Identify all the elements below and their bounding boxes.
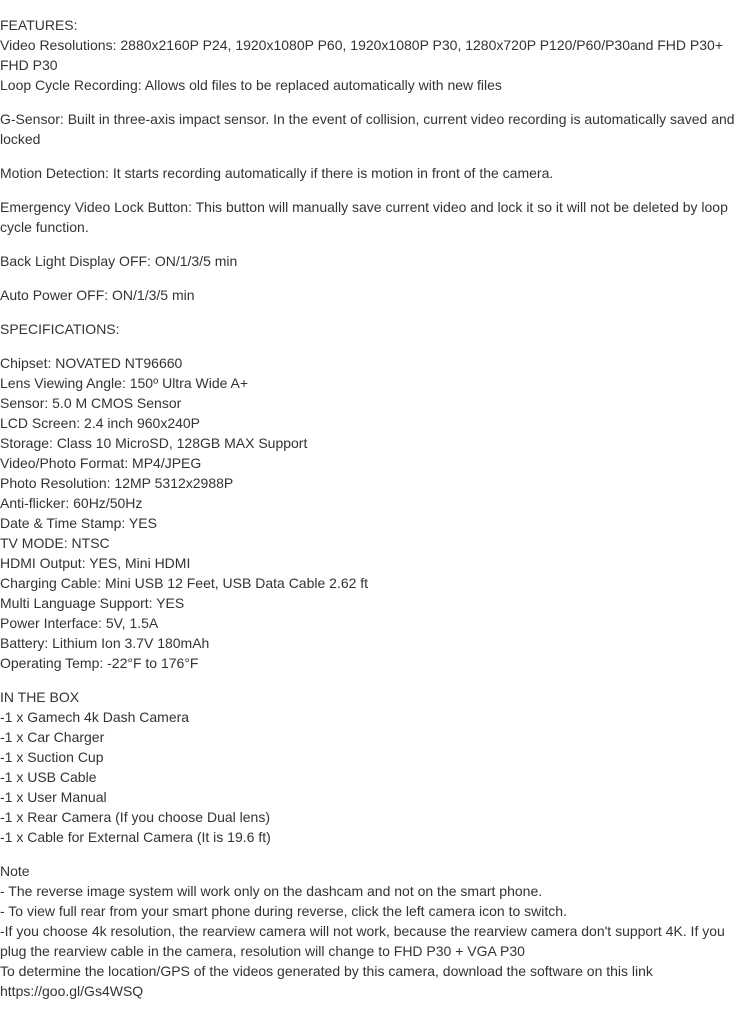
spec-item: Date & Time Stamp: YES [0, 515, 157, 531]
spec-item: Anti-flicker: 60Hz/50Hz [0, 495, 143, 511]
spec-item: Charging Cable: Mini USB 12 Feet, USB Data Cable 2.62 ft [0, 575, 369, 591]
gps-software-link: https://goo.gl/Gs4WSQ [0, 983, 144, 999]
feature-g-sensor [0, 109, 740, 149]
spec-item: Video/Photo Format: MP4/JPEG [0, 455, 202, 471]
feature-emergency-lock [0, 197, 740, 237]
features-section [0, 15, 740, 95]
motion-detection-text: Motion Detection: It starts recording automatically if there is motion in front of the camera. [0, 165, 554, 181]
box-item: -1 x Cable for External Camera (It is 19.6 ft) [0, 829, 271, 845]
note-line: - To view full rear from your smart phone during reverse, click the left camera icon to switch. [0, 903, 567, 919]
specifications-heading-block [0, 319, 740, 339]
note-line: To determine the location/GPS of the videos generated by this camera, download the software on this link [0, 963, 653, 979]
spec-item: Multi Language Support: YES [0, 595, 185, 611]
spec-item: Battery: Lithium Ion 3.7V 180mAh [0, 635, 210, 651]
feature-motion-detection [0, 163, 740, 183]
feature-backlight [0, 251, 740, 271]
feature-video-resolutions: Video Resolutions: 2880x2160P P24, 1920x1080P P60, 1920x1080P P30, 1280x720P P120/P60/P30and FHD P30+ FHD P30 [0, 37, 724, 73]
spec-item: Photo Resolution: 12MP 5312x2988P [0, 475, 234, 491]
spec-item: Lens Viewing Angle: 150º Ultra Wide A+ [0, 375, 249, 391]
spec-item: Chipset: NOVATED NT96660 [0, 355, 183, 371]
feature-loop-recording: Loop Cycle Recording: Allows old files to be replaced automatically with new files [0, 77, 502, 93]
spec-item: TV MODE: NTSC [0, 535, 110, 551]
auto-power-text: Auto Power OFF: ON/1/3/5 min [0, 287, 195, 303]
box-item: -1 x Suction Cup [0, 749, 104, 765]
spec-item: Operating Temp: -22°F to 176°F [0, 655, 199, 671]
note-heading: Note [0, 863, 30, 879]
box-item: -1 x Car Charger [0, 729, 105, 745]
backlight-text: Back Light Display OFF: ON/1/3/5 min [0, 253, 238, 269]
product-description [0, 15, 740, 1015]
spec-item: Power Interface: 5V, 1.5A [0, 615, 159, 631]
box-item: -1 x Rear Camera (If you choose Dual lens) [0, 809, 270, 825]
specifications-heading: SPECIFICATIONS: [0, 321, 120, 337]
in-the-box-section [0, 687, 740, 847]
emergency-lock-text: Emergency Video Lock Button: This button will manually save current video and lock it so it will not be deleted by loop cycle function. [0, 199, 728, 235]
specifications-list [0, 353, 740, 673]
box-item: -1 x User Manual [0, 789, 107, 805]
features-heading: FEATURES: [0, 17, 78, 33]
spec-item: Sensor: 5.0 M CMOS Sensor [0, 395, 182, 411]
spec-item: HDMI Output: YES, Mini HDMI [0, 555, 191, 571]
spec-item: Storage: Class 10 MicroSD, 128GB MAX Support [0, 435, 308, 451]
box-item: -1 x USB Cable [0, 769, 97, 785]
note-section [0, 861, 740, 1001]
feature-auto-power [0, 285, 740, 305]
in-the-box-heading: IN THE BOX [0, 689, 80, 705]
note-line: - The reverse image system will work only on the dashcam and not on the smart phone. [0, 883, 543, 899]
spec-item: LCD Screen: 2.4 inch 960x240P [0, 415, 201, 431]
note-line: -If you choose 4k resolution, the rearview camera will not work, because the rearview camera don't support 4K. If you plug the rearview cable in the camera, resolution will change to FHD P30 + VGA P30 [0, 923, 725, 959]
g-sensor-text: G-Sensor: Built in three-axis impact sensor. In the event of collision, current video recording is automatically saved and locked [0, 111, 735, 147]
box-item: -1 x Gamech 4k Dash Camera [0, 709, 190, 725]
